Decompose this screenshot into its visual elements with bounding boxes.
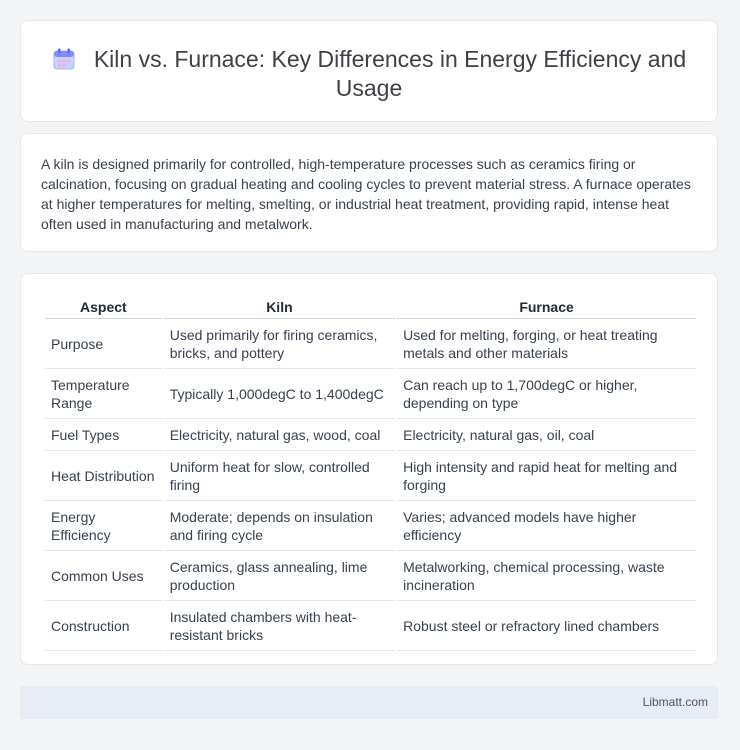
comparison-table <box>43 296 698 651</box>
row-furnace: Varies; advanced models have higher efficiency <box>397 501 696 551</box>
intro-text: A kiln is designed primarily for controlled, high-temperature processes such as ceramics firing or calcination, focusing on gradual heating and cooling cycles to prevent material stress. A furnace operates at higher temperatures for melting, smelting, or industrial heat treatment, providing rapid, intense heat often used in manufacturing and metalwork. <box>41 156 691 232</box>
table-row <box>45 369 696 419</box>
row-furnace: Used for melting, forging, or heat treating metals and other materials <box>397 319 696 369</box>
row-kiln: Insulated chambers with heat-resistant bricks <box>164 601 395 651</box>
row-furnace: Metalworking, chemical processing, waste incineration <box>397 551 696 601</box>
row-kiln: Used primarily for firing ceramics, bricks, and pottery <box>164 319 395 369</box>
row-furnace: Electricity, natural gas, oil, coal <box>397 419 696 451</box>
row-kiln: Moderate; depends on insulation and firing cycle <box>164 501 395 551</box>
row-kiln: Ceramics, glass annealing, lime production <box>164 551 395 601</box>
row-aspect: Construction <box>45 601 162 651</box>
comparison-card <box>20 273 718 665</box>
row-aspect: Fuel Types <box>45 419 162 451</box>
row-aspect: Purpose <box>45 319 162 369</box>
table-row <box>45 551 696 601</box>
row-kiln: Typically 1,000degC to 1,400degC <box>164 369 395 419</box>
row-furnace: Can reach up to 1,700degC or higher, depending on type <box>397 369 696 419</box>
title-card <box>20 20 718 122</box>
row-furnace: Robust steel or refractory lined chambers <box>397 601 696 651</box>
row-kiln: Electricity, natural gas, wood, coal <box>164 419 395 451</box>
row-aspect: Common Uses <box>45 551 162 601</box>
header-furnace: Furnace <box>397 296 696 319</box>
footer-brand-link[interactable]: Libmatt.com <box>642 695 708 709</box>
table-row <box>45 601 696 651</box>
table-row <box>45 419 696 451</box>
row-furnace: High intensity and rapid heat for melting and forging <box>397 451 696 501</box>
table-row <box>45 319 696 369</box>
table-header-row <box>45 296 696 319</box>
row-kiln: Uniform heat for slow, controlled firing <box>164 451 395 501</box>
row-aspect: Temperature Range <box>45 369 162 419</box>
table-row <box>45 501 696 551</box>
row-aspect: Heat Distribution <box>45 451 162 501</box>
page-title-text: Kiln vs. Furnace: Key Differences in Energy Efficiency and Usage <box>93 46 687 101</box>
footer <box>20 686 718 719</box>
header-aspect: Aspect <box>45 296 162 319</box>
page-title <box>41 45 697 103</box>
calendar-icon <box>52 47 76 71</box>
table-row <box>45 451 696 501</box>
header-kiln: Kiln <box>164 296 395 319</box>
row-aspect: Energy Efficiency <box>45 501 162 551</box>
intro-card <box>20 133 718 252</box>
